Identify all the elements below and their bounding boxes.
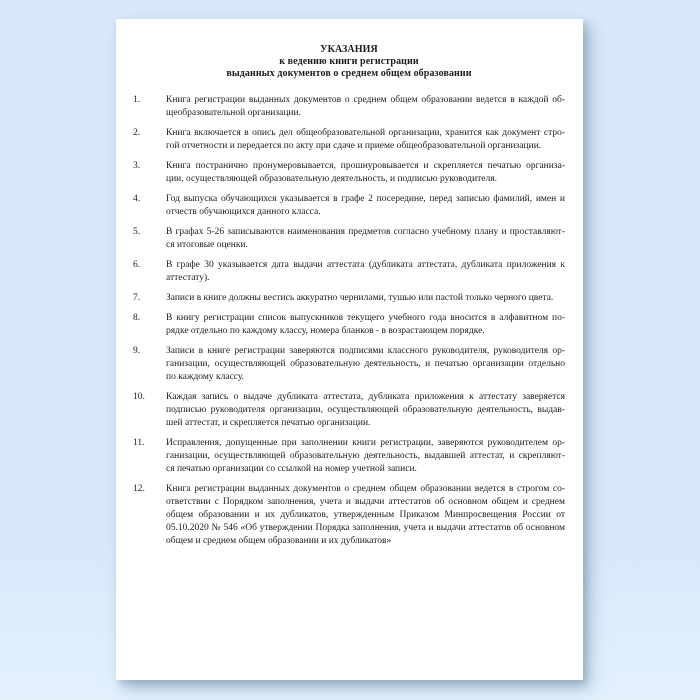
item-text-line: отчеств обучающихся данного класса. (166, 207, 321, 217)
item-text-line: Записи в книге должны вестись аккуратно чернилами, тушью или пастой только черного цвета. (166, 293, 554, 303)
list-item (133, 312, 565, 338)
item-number: 10. (133, 392, 145, 402)
item-text (166, 94, 565, 120)
list-item (133, 94, 565, 120)
item-text (166, 127, 565, 153)
item-number: 2. (133, 128, 141, 138)
item-text-line: щеобразовательной организации. (166, 108, 301, 118)
document-title (133, 44, 565, 80)
item-text-line: Год выпуска обучающихся указывается в графе 2 посередине, перед записью фамилий, имен и (166, 194, 565, 204)
instructions-list (133, 94, 565, 548)
item-text-line: Книга регистрации выданных документов о среднем общем образовании ведется в строгом со- (166, 484, 565, 494)
item-text-line: Книга включается в опись дел общеобразовательной организации, хранится как документ стро- (166, 128, 565, 138)
item-text-line: Исправления, допущенные при заполнении книги регистрации, заверяются руководителем ор- (166, 438, 565, 448)
item-text (166, 160, 565, 186)
item-text-line: ответствии с Порядком заполнения, учета и выдачи аттестатов об основном общем и среднем (166, 497, 565, 507)
item-text-line: Каждая запись о выдаче дубликата аттестата, дубликата приложения к аттестату заверяется (166, 392, 565, 402)
item-text (166, 226, 565, 252)
item-number: 4. (133, 194, 141, 204)
list-item (133, 160, 565, 186)
item-text-line: гой отчетности и передается по акту при сдаче и приеме общеобразовательной организации. (166, 141, 542, 151)
item-text (166, 345, 565, 384)
list-item (133, 259, 565, 285)
item-text-line: В книгу регистрации список выпускников текущего учебного года вносится в алфавитном по- (166, 313, 565, 323)
item-text-line: по каждому классу. (166, 372, 245, 382)
item-text-line: шей аттестат, и скрепляется печатью организации. (166, 418, 371, 428)
item-text-line: ся итоговые оценки. (166, 240, 248, 250)
item-text-line: 05.10.2020 № 546 «Об утверждении Порядка заполнения, учета и выдачи аттестатов об основном (166, 523, 565, 533)
item-text-line: В графе 30 указывается дата выдачи аттестата (дубликата аттестата, дубликата приложения к (166, 260, 565, 270)
item-text (166, 391, 565, 430)
item-text-line: ции, осуществляющей образовательную деятельность, и подписью руководителя. (166, 174, 497, 184)
list-item (133, 226, 565, 252)
list-item (133, 391, 565, 430)
item-text (166, 193, 565, 219)
item-number: 9. (133, 346, 141, 356)
item-text (166, 259, 565, 285)
document-page (116, 19, 583, 680)
item-text-line: подписью руководителя организации, осуществляющей образовательную деятельность, выдав- (166, 405, 565, 415)
item-text-line: ганизации, осуществляющей образовательную деятельность, и печатью организации отдельно (166, 359, 565, 369)
item-text-line: рядке отдельно по каждому классу, номера бланков - в возрастающем порядке. (166, 326, 485, 336)
list-item (133, 437, 565, 476)
title-line-3: выданных документов о среднем общем образовании (226, 68, 472, 79)
item-text-line: ганизации, осуществляющей образовательную деятельность, выдавшей аттестат, и скрепляют- (166, 451, 565, 461)
item-number: 12. (133, 484, 145, 494)
title-line-2: к ведению книги регистрации (279, 56, 419, 67)
item-number: 3. (133, 161, 141, 171)
item-text-line: ся печатью организации со ссылкой на номер учетной записи. (166, 464, 417, 474)
title-line-1: УКАЗАНИЯ (320, 44, 378, 55)
item-number: 5. (133, 227, 141, 237)
item-text-line: Записи в книге регистрации заверяются подписями классного руководителя, руководителя ор- (166, 346, 565, 356)
list-item (133, 193, 565, 219)
item-number: 6. (133, 260, 141, 270)
item-text-line: общем образовании и их дубликатов, утвержденным Приказом Минпросвещения России от (166, 510, 565, 520)
item-text-line: Книга постранично пронумеровывается, прошнуровывается и скрепляется печатью организа- (166, 161, 565, 171)
list-item (133, 292, 565, 305)
item-number: 1. (133, 95, 141, 105)
list-item (133, 345, 565, 384)
list-item (133, 127, 565, 153)
item-number: 11. (133, 438, 145, 448)
item-text-line: В графах 5-26 записываются наименования предметов согласно учебному плану и проставляют- (166, 227, 565, 237)
item-text (166, 483, 565, 548)
item-text-line: аттестату). (166, 273, 210, 283)
item-number: 8. (133, 313, 141, 323)
item-number: 7. (133, 293, 141, 303)
item-text-line: Книга регистрации выданных документов о среднем общем образовании ведется в каждой об- (166, 95, 565, 105)
item-text (166, 312, 565, 338)
item-text-line: общем и среднем общем образовании и их дубликатов» (166, 536, 392, 546)
item-text (166, 437, 565, 476)
item-text (166, 292, 565, 305)
list-item (133, 483, 565, 548)
